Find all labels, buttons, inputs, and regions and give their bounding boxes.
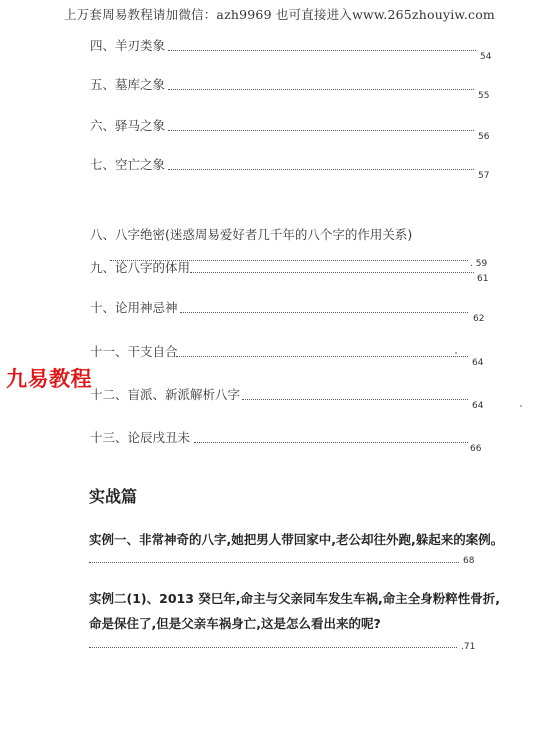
toc-row bbox=[90, 36, 492, 62]
toc-leader-dots bbox=[176, 356, 468, 357]
toc-row bbox=[90, 428, 490, 454]
scan-speck bbox=[520, 405, 522, 407]
toc-label: 六、驿马之象 bbox=[90, 118, 166, 133]
toc-label: 十一、干支自合 bbox=[90, 344, 178, 359]
toc-leader-dots bbox=[168, 169, 474, 170]
watermark-logo-text: 九易教程 bbox=[6, 367, 92, 391]
toc-leader-dots bbox=[242, 399, 468, 400]
section-title: 实战篇 bbox=[89, 487, 138, 506]
toc-row bbox=[90, 258, 490, 284]
toc-row bbox=[90, 385, 490, 411]
toc-label: 九、论八字的体用 bbox=[90, 260, 191, 275]
toc-page-number: 57 bbox=[478, 171, 490, 181]
toc-label: 五、墓库之象 bbox=[90, 77, 166, 92]
case-title-line: 命是保住了,但是父亲车祸身亡,这是怎么看出来的呢? bbox=[89, 616, 381, 631]
case-title-line: 实例二(1)、2013 癸巳年,命主与父亲同车发生车祸,命主全身粉粹性骨折, bbox=[89, 591, 501, 606]
case-page-number: 68 bbox=[463, 556, 475, 566]
case-leader-dots bbox=[89, 562, 459, 563]
toc-leader-dots bbox=[168, 50, 476, 51]
toc-page-number: 61 bbox=[477, 274, 489, 284]
toc-page-number: 64 bbox=[472, 401, 484, 411]
toc-label: 七、空亡之象 bbox=[90, 157, 166, 172]
toc-page-number: 55 bbox=[478, 91, 490, 101]
case-title-line: 实例一、非常神奇的八字,她把男人带回家中,老公却往外跑,躲起来的案例。 bbox=[89, 532, 504, 547]
scan-speck bbox=[455, 352, 457, 354]
case-page-number: .71 bbox=[461, 642, 476, 652]
toc-label: 八、八字绝密(迷惑周易爱好者几千年的八个字的作用关系) bbox=[90, 227, 413, 242]
toc-row bbox=[90, 75, 490, 101]
toc-label: 十三、论辰戌丑未 bbox=[90, 430, 191, 445]
toc-leader-dots bbox=[168, 89, 474, 90]
case-leader-dots bbox=[89, 647, 457, 648]
toc-leader-dots bbox=[168, 130, 474, 131]
toc-row bbox=[90, 342, 490, 368]
toc-page-number: 54 bbox=[480, 52, 492, 62]
toc-page-number: 56 bbox=[478, 132, 490, 142]
page-header-ad: 上万套周易教程请加微信：azh9969 也可直接进入www.265zhouyiw.com bbox=[64, 7, 495, 22]
toc-page-number: 64 bbox=[472, 358, 484, 368]
toc-label: 四、羊刃类象 bbox=[90, 38, 166, 53]
toc-label: 十二、盲派、新派解析八字 bbox=[90, 387, 241, 402]
toc-row bbox=[90, 155, 490, 181]
toc-row bbox=[90, 298, 490, 324]
toc-leader-dots bbox=[190, 272, 474, 273]
toc-page-number: 62 bbox=[473, 314, 485, 324]
toc-page-number: . 59 bbox=[470, 259, 488, 269]
toc-row bbox=[90, 116, 490, 142]
toc-label: 十、论用神忌神 bbox=[90, 300, 178, 315]
toc-leader-dots bbox=[194, 442, 468, 443]
toc-leader-dots bbox=[180, 312, 468, 313]
toc-page-number: 66 bbox=[470, 444, 482, 454]
